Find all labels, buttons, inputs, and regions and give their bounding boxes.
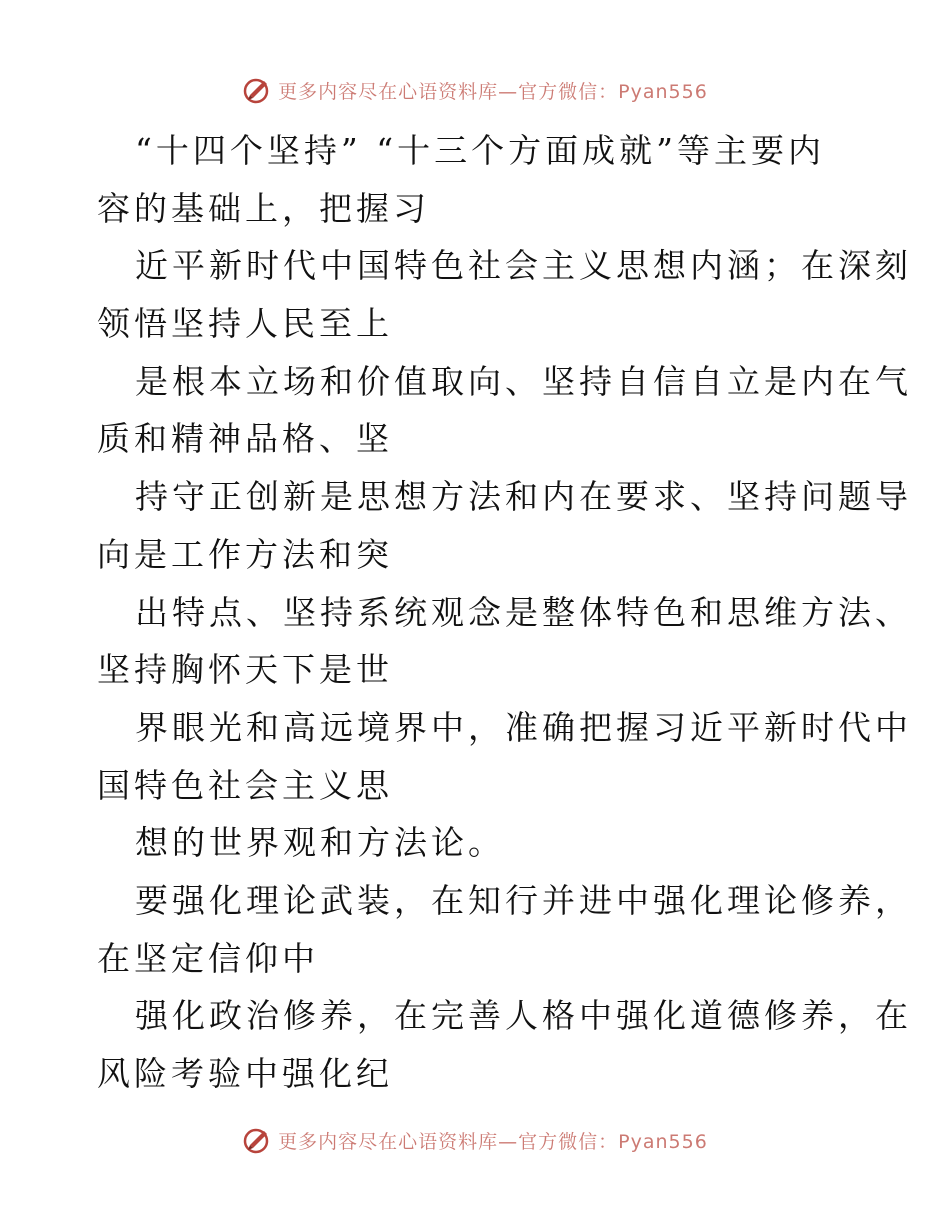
pen-logo-icon [242,75,272,105]
body-text-line: 想的世界观和方法论。 [135,823,505,863]
body-text-line: 国特色社会主义思 [97,765,393,805]
body-text-line: 要强化理论武装，在知行并进中强化理论修养， [135,880,912,920]
body-text-line: 坚持胸怀天下是世 [97,650,393,690]
body-text-line: 界眼光和高远境界中，准确把握习近平新时代中 [135,707,912,747]
body-text-line: “十四个坚持” “十三个方面成就”等主要内 [135,131,825,170]
body-text-line: 领悟坚持人民至上 [97,304,393,344]
body-text-line: 近平新时代中国特色社会主义思想内涵；在深刻 [135,246,912,286]
body-text-line: 在坚定信仰中 [97,938,319,978]
body-text-line: 质和精神品格、坚 [97,419,393,459]
body-text-line: 是根本立场和价值取向、坚持自信自立是内在气 [135,361,912,401]
watermark-text: 更多内容尽在心语资料库—官方微信：Pyan556 [278,1130,708,1153]
header-watermark [0,70,950,110]
body-text-line: 持守正创新是思想方法和内在要求、坚持问题导 [135,477,912,517]
body-text-line: 向是工作方法和突 [97,534,393,574]
body-text-line: 强化政治修养，在完善人格中强化道德修养，在 [135,996,912,1036]
watermark-text: 更多内容尽在心语资料库—官方微信：Pyan556 [278,80,708,103]
document-body [97,122,912,1103]
pen-logo-icon [242,1125,272,1155]
body-text-line: 出特点、坚持系统观念是整体特色和思维方法、 [135,592,912,632]
body-text-line: 容的基础上，把握习 [97,188,430,228]
footer-watermark [0,1120,950,1160]
body-text-line: 风险考验中强化纪 [97,1054,393,1093]
